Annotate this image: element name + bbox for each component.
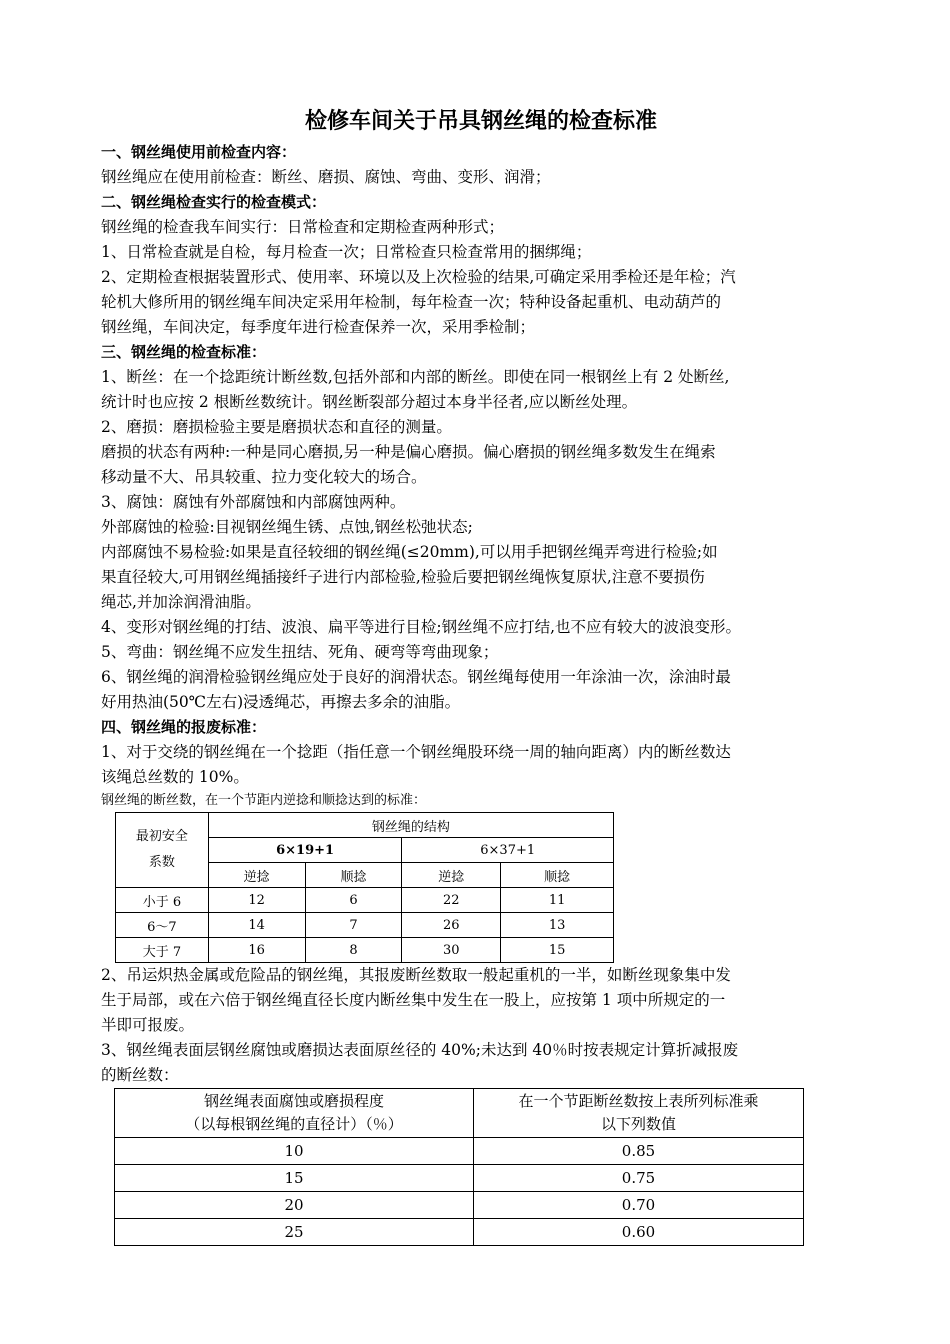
- table-row: [115, 1192, 804, 1219]
- table-cell: 14: [208, 913, 305, 938]
- paragraph-line: 1、对于交绕的钢丝绳在一个捻距（指任意一个钢丝绳股环绕一周的轴向距离）内的断丝数达: [101, 743, 731, 761]
- table-header-cell: [116, 813, 209, 888]
- table-header-text: 最初安全: [135, 829, 188, 844]
- table-cell: 22: [402, 888, 501, 913]
- paragraph-line: 6、钢丝绳的润滑检验钢丝绳应处于良好的润滑状态。钢丝绳每使用一年涂油一次，涂油时最: [101, 668, 731, 686]
- table-header-cell: 逆捻: [402, 863, 501, 888]
- table-header-cell: 顺捻: [501, 863, 614, 888]
- table-cell: 15: [501, 938, 614, 963]
- document-title: 检修车间关于吊具钢丝绳的检查标准: [304, 109, 657, 134]
- table-cell: 0.70: [474, 1192, 804, 1219]
- table-cell: 30: [402, 938, 501, 963]
- table-header-text: 以下列数值: [600, 1115, 676, 1133]
- paragraph-line: 好用热油(50℃左右)浸透绳芯，再擦去多余的油脂。: [101, 693, 461, 711]
- table-cell: 6～7: [116, 913, 209, 938]
- table-header-cell: 6×37+1: [402, 838, 614, 863]
- broken-wire-table: [115, 812, 614, 963]
- paragraph-line: 果直径较大,可用钢丝绳插接纤子进行内部检验,检验后要把钢丝绳恢复原状,注意不要损伤: [101, 568, 705, 586]
- table-caption: 钢丝绳的断丝数，在一个节距内逆捻和顺捻达到的标准：: [101, 793, 427, 808]
- table-row: [116, 913, 614, 938]
- table-header-cell: [474, 1089, 804, 1138]
- table-row: [116, 938, 614, 963]
- table-cell: 7: [305, 913, 402, 938]
- section-4-heading: 四、钢丝绳的报废标准：: [101, 718, 267, 736]
- table-cell: 8: [305, 938, 402, 963]
- paragraph-line: 2、定期检查根据装置形式、使用率、环境以及上次检验的结果,可确定采用季检还是年检；汽: [101, 268, 736, 286]
- section-2-heading: 二、钢丝绳检查实行的检查模式：: [101, 193, 327, 211]
- paragraph-line: 2、吊运炽热金属或危险品的钢丝绳，其报废断丝数取一般起重机的一半，如断丝现象集中发: [101, 966, 731, 984]
- table-cell: 12: [208, 888, 305, 913]
- reduction-factor-table: [114, 1088, 804, 1246]
- table-cell: 26: [402, 913, 501, 938]
- table-cell: 25: [115, 1219, 474, 1246]
- table-cell: 0.60: [474, 1219, 804, 1246]
- table-cell: 16: [208, 938, 305, 963]
- table-header-text: （以每根钢丝绳的直径计）（％）: [185, 1115, 403, 1133]
- table-header-cell: 顺捻: [305, 863, 402, 888]
- table-header-text: 在一个节距断丝数按上表所列标准乘: [518, 1092, 759, 1110]
- table-cell: 大于 7: [116, 938, 209, 963]
- table-cell: 小于 6: [116, 888, 209, 913]
- paragraph-line: 内部腐蚀不易检验:如果是直径较细的钢丝绳(≤20mm),可以用手把钢丝绳弄弯进行检验;如: [101, 543, 718, 561]
- paragraph-line: 5、弯曲：钢丝绳不应发生扭结、死角、硬弯等弯曲现象；: [101, 643, 499, 661]
- paragraph-line: 绳芯,并加涂润滑油脂。: [101, 593, 261, 611]
- table-row: [115, 1165, 804, 1192]
- paragraph-line: 3、腐蚀：腐蚀有外部腐蚀和内部腐蚀两种。: [101, 493, 406, 511]
- table-header-cell: 钢丝绳的结构: [208, 813, 613, 838]
- document-page: [101, 104, 861, 1246]
- table-row: [116, 888, 614, 913]
- paragraph-line: 轮机大修所用的钢丝绳车间决定采用年检制，每年检查一次；特种设备起重机、电动葫芦的: [101, 293, 722, 311]
- table-header-text: 钢丝绳表面腐蚀或磨损程度: [203, 1092, 384, 1110]
- paragraph-line: 1、日常检查就是自检，每月检查一次；日常检查只检查常用的捆绑绳；: [101, 243, 592, 261]
- table-cell: 20: [115, 1192, 474, 1219]
- table-row: [115, 1138, 804, 1165]
- table-cell: 13: [501, 913, 614, 938]
- paragraph-line: 4、变形对钢丝绳的打结、波浪、扁平等进行目检;钢丝绳不应打结,也不应有较大的波浪变形。: [101, 618, 742, 636]
- paragraph-line: 外部腐蚀的检验:目视钢丝绳生锈、点蚀,钢丝松弛状态;: [101, 518, 473, 536]
- table-cell: 0.85: [474, 1138, 804, 1165]
- section-3-heading: 三、钢丝绳的检查标准：: [101, 343, 267, 361]
- paragraph-line: 半即可报废。: [101, 1016, 195, 1034]
- table-header-cell: 逆捻: [208, 863, 305, 888]
- paragraph-line: 统计时也应按 2 根断丝数统计。钢丝断裂部分超过本身半径者,应以断丝处理。: [101, 393, 638, 411]
- paragraph-line: 3、钢丝绳表面层钢丝腐蚀或磨损达表面原丝径的 40%;未达到 40％时按表规定计算折减报废: [101, 1041, 739, 1059]
- paragraph-line: 钢丝绳应在使用前检查：断丝、磨损、腐蚀、弯曲、变形、润滑；: [101, 168, 551, 186]
- table-header-cell: 6×19+1: [208, 838, 402, 863]
- table-cell: 0.75: [474, 1165, 804, 1192]
- table-header-text: 系数: [148, 855, 175, 870]
- section-1-heading: 一、钢丝绳使用前检查内容：: [101, 143, 297, 161]
- table-cell: 10: [115, 1138, 474, 1165]
- paragraph-line: 该绳总丝数的 10%。: [101, 768, 249, 786]
- paragraph-line: 钢丝绳的检查我车间实行：日常检查和定期检查两种形式；: [101, 218, 505, 236]
- paragraph-line: 的断丝数：: [101, 1066, 179, 1084]
- table-header-cell: [115, 1089, 474, 1138]
- paragraph-line: 1、断丝：在一个捻距统计断丝数,包括外部和内部的断丝。即使在同一根钢丝上有 2 处断丝,: [101, 368, 730, 386]
- table-row: [115, 1219, 804, 1246]
- table-cell: 15: [115, 1165, 474, 1192]
- paragraph-line: 磨损的状态有两种:一种是同心磨损,另一种是偏心磨损。偏心磨损的钢丝绳多数发生在绳索: [101, 443, 716, 461]
- paragraph-line: 钢丝绳，车间决定，每季度年进行检查保养一次，采用季检制；: [101, 318, 536, 336]
- table-cell: 6: [305, 888, 402, 913]
- paragraph-line: 生于局部，或在六倍于钢丝绳直径长度内断丝集中发生在一股上，应按第 1 项中所规定的一: [101, 991, 726, 1009]
- paragraph-line: 移动量不大、吊具较重、拉力变化较大的场合。: [101, 468, 427, 486]
- table-cell: 11: [501, 888, 614, 913]
- paragraph-line: 2、磨损：磨损检验主要是磨损状态和直径的测量。: [101, 418, 452, 436]
